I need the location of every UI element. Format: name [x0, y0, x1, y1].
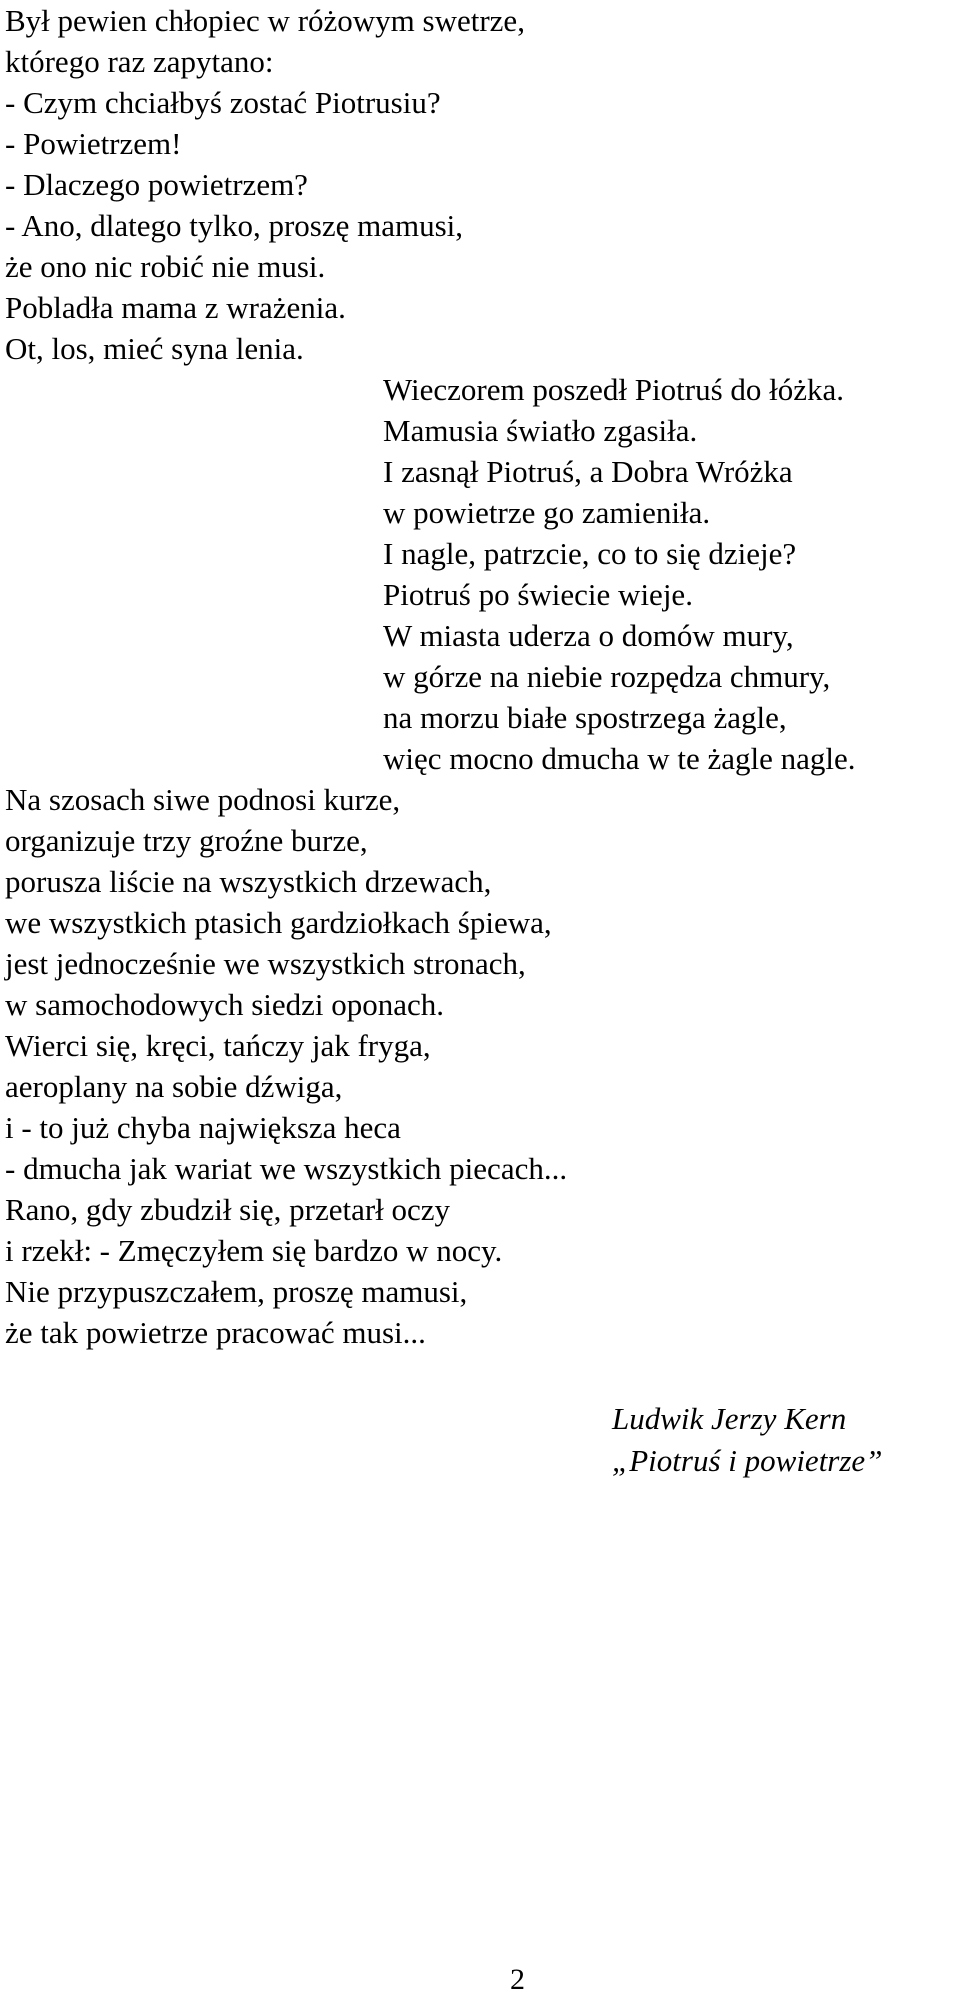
poem-line: Był pewien chłopiec w różowym swetrze,	[5, 3, 525, 38]
poem-line: organizuje trzy groźne burze,	[5, 823, 368, 858]
poem-line: porusza liście na wszystkich drzewach,	[5, 864, 492, 899]
poem-line: - Dlaczego powietrzem?	[5, 167, 308, 202]
poem-line: Na szosach siwe podnosi kurze,	[5, 782, 401, 817]
poem-line: że ono nic robić nie musi.	[5, 249, 326, 284]
poem-line: Wierci się, kręci, tańczy jak fryga,	[5, 1028, 431, 1063]
poem-line: W miasta uderza o domów mury,	[383, 618, 794, 653]
poem-line: - Czym chciałbyś zostać Piotrusiu?	[5, 85, 441, 120]
poem-line: i rzekł: - Zmęczyłem się bardzo w nocy.	[5, 1233, 503, 1268]
poem-line: Nie przypuszczałem, proszę mamusi,	[5, 1274, 468, 1309]
poem-line: - dmucha jak wariat we wszystkich piecach...	[5, 1151, 568, 1186]
poem-line: Mamusia światło zgasiła.	[383, 413, 698, 448]
poem-line: którego raz zapytano:	[5, 44, 274, 79]
poem-line: i - to już chyba największa heca	[5, 1110, 401, 1145]
signature-title: „Piotruś i powietrze”	[612, 1443, 883, 1478]
page-number: 2	[510, 1963, 525, 1996]
poem-line: I zasnął Piotruś, a Dobra Wróżka	[383, 454, 793, 489]
poem-line: jest jednocześnie we wszystkich stronach,	[5, 946, 526, 981]
poem-line: - Ano, dlatego tylko, proszę mamusi,	[5, 208, 464, 243]
poem-line: I nagle, patrzcie, co to się dzieje?	[383, 536, 797, 571]
poem-line: - Powietrzem!	[5, 126, 182, 161]
poem-line: w powietrze go zamieniła.	[383, 495, 711, 530]
poem-line: we wszystkich ptasich gardziołkach śpiewa,	[5, 905, 552, 940]
poem-line: w górze na niebie rozpędza chmury,	[383, 659, 831, 694]
poem-line: Wieczorem poszedł Piotruś do łóżka.	[383, 372, 845, 407]
poem-line: że tak powietrze pracować musi...	[5, 1315, 426, 1350]
poem-line: w samochodowych siedzi oponach.	[5, 987, 445, 1022]
poem-line: na morzu białe spostrzega żagle,	[383, 700, 787, 735]
poem-line: Ot, los, mieć syna lenia.	[5, 331, 304, 366]
poem-line: Piotruś po świecie wieje.	[383, 577, 693, 612]
poem-line: Rano, gdy zbudził się, przetarł oczy	[5, 1192, 451, 1227]
signature-author: Ludwik Jerzy Kern	[612, 1401, 847, 1436]
poem-line: aeroplany na sobie dźwiga,	[5, 1069, 343, 1104]
poem-line: więc mocno dmucha w te żagle nagle.	[383, 741, 856, 776]
poem-line: Pobladła mama z wrażenia.	[5, 290, 346, 325]
